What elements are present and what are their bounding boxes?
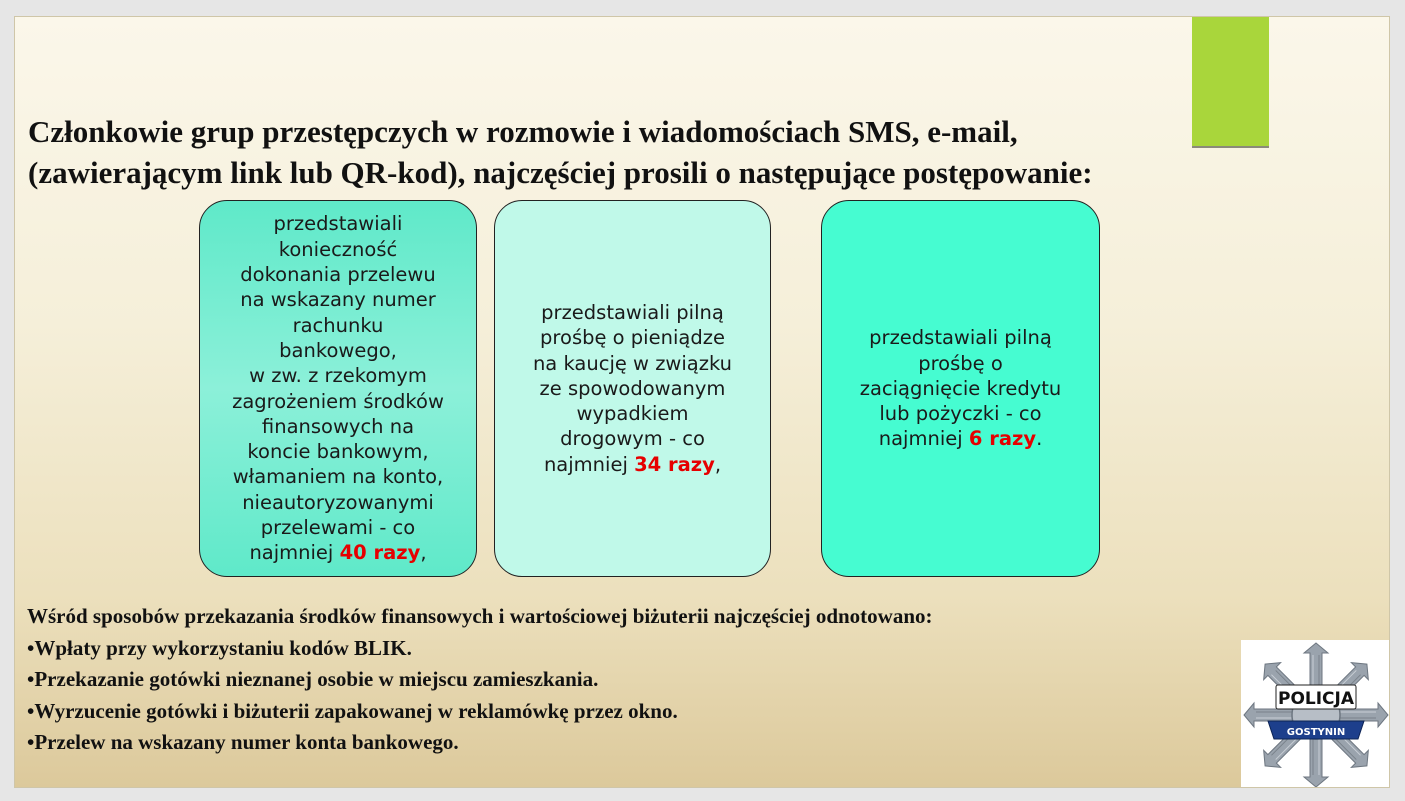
card-suffix: . xyxy=(1036,427,1043,451)
card-body: przedstawiali konieczność dokonania przelewu na wskazany numer rachunku bankowego, w zw. z rzekomym zagrożeniem środków finansowych na koncie bankowym, włamaniem na konto, nieautoryzowanymi przelewami - co najmniej xyxy=(232,212,444,565)
card-body: przedstawiali pilną prośbę o zaciągnięcie kredytu lub pożyczki - co najmniej xyxy=(859,326,1062,451)
logo-bottom-text: GOSTYNIN xyxy=(1286,727,1346,738)
card-suffix: , xyxy=(714,452,722,476)
slide-title xyxy=(28,111,1268,193)
method-item: •Przekazanie gotówki nieznanej osobie w miejscu zamieszkania. xyxy=(27,667,599,691)
slide xyxy=(14,16,1390,788)
card-bail-request xyxy=(494,200,771,577)
card-text xyxy=(533,300,732,477)
card-count: 34 razy xyxy=(634,452,715,476)
card-body: przedstawiali pilną prośbę o pieniądze na kaucję w związku ze spowodowanym wypadkiem drogowym - co najmniej xyxy=(532,300,733,476)
title-line-1: Członkowie grup przestępczych w rozmowie i wiadomościach SMS, e-mail, xyxy=(28,114,1018,149)
card-text xyxy=(860,325,1062,451)
method-item: •Przelew na wskazany numer konta bankowego. xyxy=(27,730,459,754)
card-count: 40 razy xyxy=(339,541,421,565)
police-logo xyxy=(1241,640,1390,788)
method-item: •Wpłaty przy wykorzystaniu kodów BLIK. xyxy=(27,635,412,660)
methods-heading: Wśród sposobów przekazania środków finansowych i wartościowej biżuterii najczęściej odnotowano: xyxy=(27,604,933,628)
card-suffix: , xyxy=(420,541,427,565)
methods-section xyxy=(27,601,933,759)
logo-top-text: POLICJA xyxy=(1277,689,1355,709)
card-text xyxy=(232,211,444,565)
card-transfer-request xyxy=(199,200,477,577)
card-count: 6 razy xyxy=(968,427,1037,451)
card-loan-request xyxy=(821,200,1100,577)
police-star-icon xyxy=(1241,640,1390,788)
method-item: •Wyrzucenie gotówki i biżuterii zapakowanej w reklamówkę przez okno. xyxy=(27,698,678,723)
title-line-2: (zawierającym link lub QR-kod), najczęściej prosili o następujące postępowanie: xyxy=(28,155,1093,190)
